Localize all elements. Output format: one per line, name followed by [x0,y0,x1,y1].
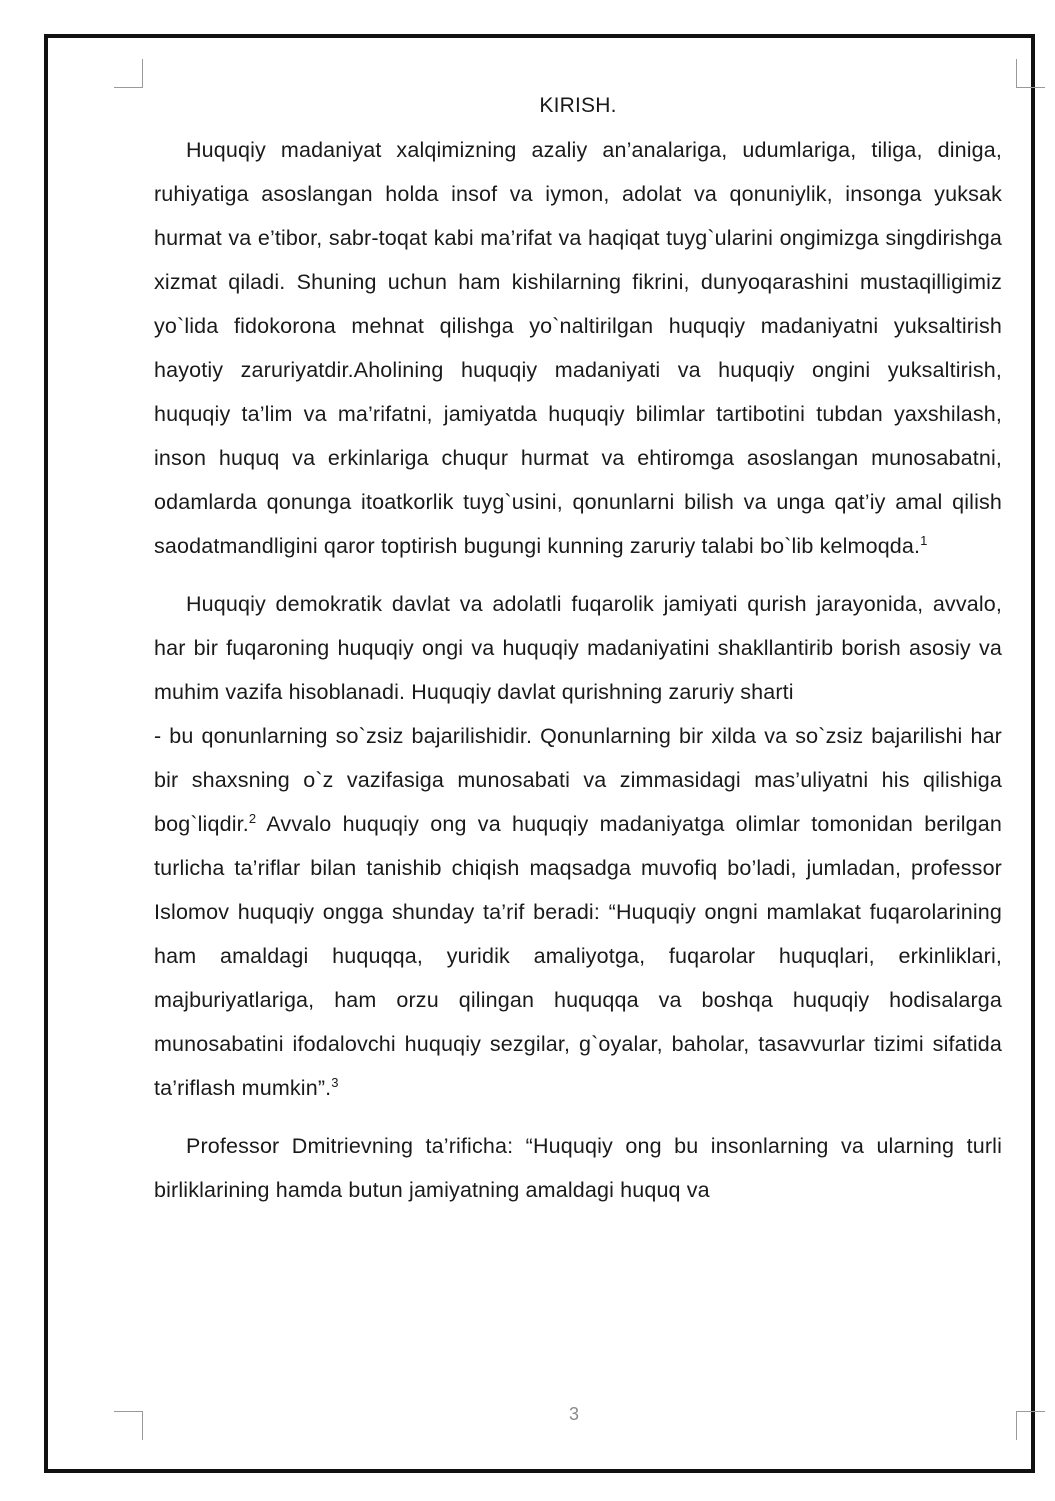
crop-mark-top-right [1016,59,1045,88]
document-body [154,84,1002,1212]
paragraph-3-text-b: Avvalo huquqiy ong va huquqiy madaniyatga olimlar tomonidan berilgan turlicha ta’riflar bilan tanishib chiqish maqsadga muvofiq bo’ladi, jumladan, professor Islomov huquqiy ongga shunday ta’rif beradi: “Huquqiy ongni mamlakat fuqarolarining ham amaldagi huquqqa, yuridik amaliyotga, fuqarolar huquqlari, erkinliklari, majburiyatlariga, ham orzu qilingan huquqqa va boshqa huquqiy hodisalarga munosabatini ifodalovchi huquqiy sezgilar, g`oyalar, baholar, tasavvurlar tizimi sifatida ta’riflash mumkin”. [154,812,1002,1100]
footnote-ref-2[interactable]: 2 [248,810,257,826]
crop-mark-top-left [114,59,143,88]
paragraph-3 [154,714,1002,1110]
footnote-ref-1[interactable]: 1 [920,532,928,548]
paragraph-2-text: Huquqiy demokratik davlat va adolatli fuqarolik jamiyati qurish jarayonida, avvalo, har bir fuqaroning huquqiy ongi va huquqiy madaniyatini shakllantirib borish asosiy va muhim vazifa hisoblanadi. Huquqiy davlat qurishning zaruriy sharti [154,592,1002,704]
document-title: KIRISH. [539,94,617,117]
paragraph-2 [154,582,1002,714]
page-number: 3 [568,1404,579,1424]
paragraph-3-text-a: - bu qonunlarning so`zsiz bajarilishidir. Qonunlarning bir xilda va so`zsiz bajarilishi har bir shaxsning o`z vazifasiga munosabati va zimmasidagi mas’uliyatni his qilishiga bog`liqdir. [154,724,1002,836]
paragraph-1 [154,128,1002,568]
paragraph-1-text: Huquqiy madaniyat xalqimizning azaliy an’analariga, udumlariga, tiliga, diniga, ruhiyatiga asoslangan holda insof va iymon, adolat va qonuniylik, insonga yuksak hurmat va e’tibor, sabr-toqat kabi ma’rifat va haqiqat tuyg`ularini ongimizga singdirishga xizmat qiladi. Shuning uchun ham kishilarning fikrini, dunyoqarashini mustaqilligimiz yo`lida fidokorona mehnat qilishga yo`naltirilgan huquqiy madaniyatni yuksaltirish hayotiy zaruriyatdir.Aholining huquqiy madaniyati va huquqiy ongini yuksaltirish, huquqiy ta’lim va ma’rifatni, jamiyatda huquqiy bilimlar tartibotini tubdan yaxshilash, inson huquq va erkinlariga chuqur hurmat va ehtiromga asoslangan munosabatni, odamlarda qonunga itoatkorlik tuyg`usini, qonunlarni bilish va unga qat’iy amal qilish saodatmandligini qaror toptirish bugungi kunning zaruriy talabi bo`lib kelmoqda. [154,138,1002,558]
footnote-ref-3[interactable]: 3 [331,1074,339,1090]
paragraph-4 [154,1124,1002,1212]
paragraph-4-text: Professor Dmitrievning ta’rificha: “Huquqiy ong bu insonlarning va ularning turli birliklarining hamda butun jamiyatning amaldagi huquq va [154,1134,1002,1202]
